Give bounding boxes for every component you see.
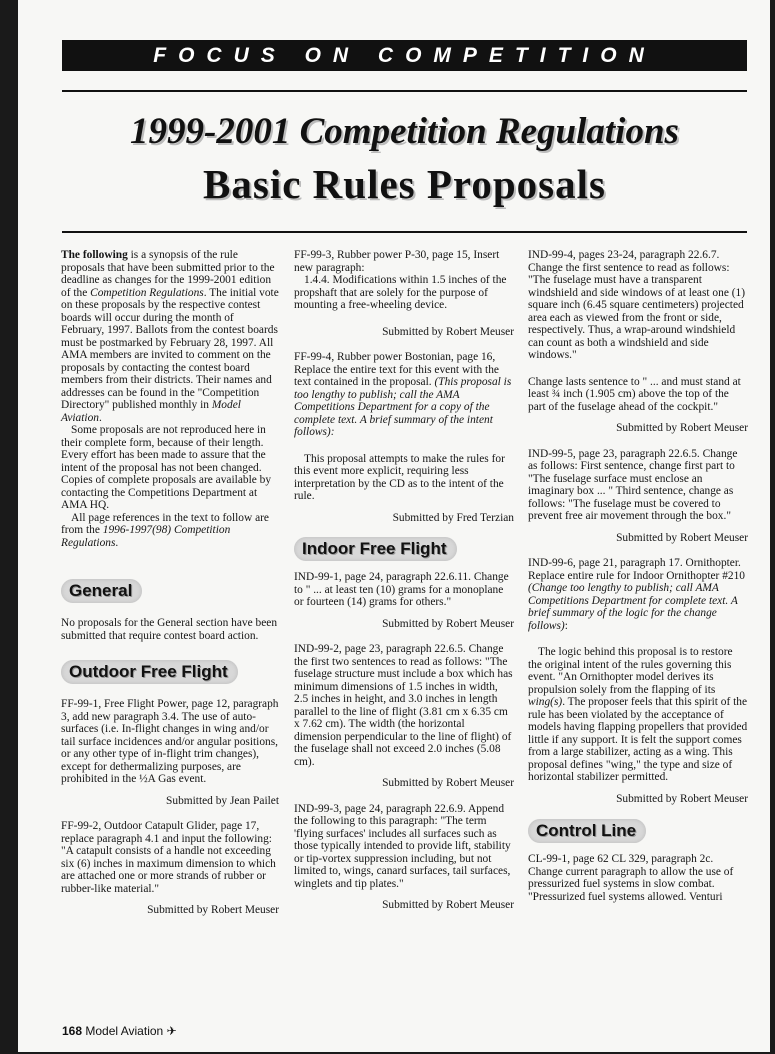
proposal-ind-99-6-summary: The logic behind this proposal is to restore the original intent of the rules governing this event. "An Ornithopter model derives its propulsion solely from the flapping of its wing(s). The proposer feels that this spirit of the rule has been violated by the acceptance of models having flapping propellers that provided little if any support. It is felt the support comes from a large stabilizer, acting as a wing. This proposal defines "wing," the type and size of horizontal stabilizer permitted. (528, 646, 748, 783)
section-heading-outdoor: Outdoor Free Flight (61, 660, 238, 684)
proposal-ind-99-2: IND-99-2, page 23, paragraph 22.6.5. Change the first two sentences to read as follows: "The fuselage structure must include a box which has minimum dimensions of 1.5 inches in width, 2.5 inches in height, and 3.0 inches in length parallel to the line of flight (3.81 cm x 6.35 cm x 7.62 cm). The width (the horizontal dimension perpendicular to the line of flight) of the fuselage shall not exceed 2.0 inches (5.08 cm). (294, 643, 513, 768)
focus-banner: FOCUS ON COMPETITION (62, 40, 747, 71)
proposal-ff-99-4: FF-99-4, Rubber power Bostonian, page 16, Replace the entire text for this event with the text contained in the proposal. (This proposal is too lengthy to publish; call the AMA Competitions Department for a copy of the complete text. A brief summary of the intent follows): (294, 351, 512, 438)
title-line-1: 1999-2001 Competition Regulations (130, 111, 679, 152)
proposal-ff-99-3: FF-99-3, Rubber power P-30, page 15, Insert new paragraph: (294, 249, 500, 274)
rule-bottom (62, 231, 747, 233)
title-line-2: Basic Rules Proposals (203, 161, 606, 207)
intro-lead: The following (61, 249, 128, 261)
submitted-by: Submitted by Robert Meuser (616, 531, 748, 544)
submitted-by: Submitted by Robert Meuser (382, 617, 514, 630)
intro-paragraph-3: All page references in the text to follow are from the 1996-1997(98) Competition Regulations. (61, 511, 269, 549)
proposal-ff-99-1: FF-99-1, Free Flight Power, page 12, paragraph 3, add new paragraph 3.4. The use of auto-surfaces (i.e. In-flight changes in wing and/or tail surface incidences and/or angular positions, or any other type of in-flight trim changes), except for dethermalizing purposes, are prohibited in the ½A Gas event. (61, 698, 279, 785)
general-text: No proposals for the General section have been submitted that require contest board action. (61, 617, 278, 642)
submitted-by: Submitted by Robert Meuser (382, 777, 514, 789)
intro-paragraph: The following is a synopsis of the rule proposals that have been submitted prior to the deadline as changes for the 1999-2001 edition of the Competition Regulations. The initial vote on these proposals by the respective contest boards will occur during the month of February, 1997. Ballots from the contest boards must be postmarked by February 28, 1997. All AMA members are invited to comment on the proposals by contacting the contest board members from their districts. Their names and addresses can be found in the "Competition Directory" published monthly in Model Aviation. (61, 249, 279, 424)
submitted-by: Submitted by Robert Meuser (382, 325, 514, 338)
submitted-by: Submitted by Robert Meuser (616, 792, 748, 805)
submitted-by: Submitted by Robert Meuser (382, 899, 514, 911)
submitted-by: Submitted by Robert Meuser (616, 422, 748, 434)
proposal-ind-99-3: IND-99-3, page 24, paragraph 22.6.9. Append the following to this paragraph: "The term 'flying surfaces' includes all surfaces such as those typically intended to provide lift, stability or tip-vortex suppression including, but not limited to, wings, canard surfaces, tail surfaces, winglets and tip plates." (294, 802, 511, 890)
intro-paragraph-2: Some proposals are not reproduced here in their complete form, because of their length. Every effort has been made to assure that the intent of the proposal has not been changed. Copies of complete proposals are available by contacting the Competitions Department at AMA HQ. (61, 424, 272, 511)
section-heading-general: General (61, 579, 142, 603)
proposal-cl-99-1: CL-99-1, page 62 CL 329, paragraph 2c. Change current paragraph to allow the use of pressurized fuel systems in slow combat. "Pressurized fuel systems allowed. Venturi (528, 853, 734, 903)
submitted-by: Submitted by Fred Terzian (392, 511, 514, 524)
section-heading-indoor: Indoor Free Flight (294, 537, 457, 561)
proposal-ind-99-5: IND-99-5, page 23, paragraph 22.6.5. Change as follows: First sentence, change first part to "The fuselage surface must enclose an imaginary box ... " Third sentence, change as follows: "The fuselage must be covered to prevent free air movement through the box." (528, 447, 738, 522)
proposal-ind-99-1: IND-99-1, page 24, paragraph 22.6.11. Change to " ... at least ten (10) grams for a monoplane or fourteen (14) grams for others." (294, 571, 509, 608)
proposal-ind-99-4: IND-99-4, pages 23-24, paragraph 22.6.7. Change the first sentence to read as follows: "The fuselage must have a transparent windshield and side windows of at least one (1) square inch (6.45 square centimeters) projected area each as viewed from the front or side, respectively. Thus, a wrap-around windshield can count as both a windshield and side windows." (528, 249, 746, 361)
proposal-ff-99-4-summary: This proposal attempts to make the rules for this event more explicit, requiring less interpretation by the CD as to the intent of the rule. (294, 452, 505, 502)
submitted-by: Submitted by Jean Pailet (166, 794, 279, 807)
column-1 (61, 249, 279, 930)
submitted-by: Submitted by Robert Meuser (147, 904, 279, 916)
magazine-page (18, 0, 770, 1052)
proposal-ff-99-3-text: 1.4.4. Modifications within 1.5 inches of the propshaft that are solely for the purpose of mounting a free-wheeling device. (294, 274, 507, 311)
proposal-ff-99-2: FF-99-2, Outdoor Catapult Glider, page 17, replace paragraph 4.1 and input the following: "A catapult consists of a handle not exceeding six (6) inches in maximum dimension to which are attached one or more strands of rubber or rubber-like material." (61, 820, 276, 895)
airplane-icon: ✈ (166, 1024, 177, 1038)
column-2 (294, 249, 514, 925)
page-footer (62, 1024, 177, 1038)
column-3 (528, 249, 748, 903)
proposal-ind-99-4-change: Change lasts sentence to " ... and must stand at least ¾ inch (1.905 cm) above the top of the part of the fuselage ahead of the cockpit." (528, 375, 741, 413)
rule-top (62, 90, 747, 92)
page-number: 168 (62, 1024, 83, 1038)
proposal-ind-99-6: IND-99-6, page 21, paragraph 17. Ornithopter. Replace entire rule for Indoor Ornithopter #210 (Change too lengthy to publish; call AMA Competitions Department for complete text. A brief summary of the logic for the change follows): (528, 557, 745, 632)
section-heading-control-line: Control Line (528, 819, 646, 843)
magazine-name: Model Aviation (85, 1024, 164, 1038)
